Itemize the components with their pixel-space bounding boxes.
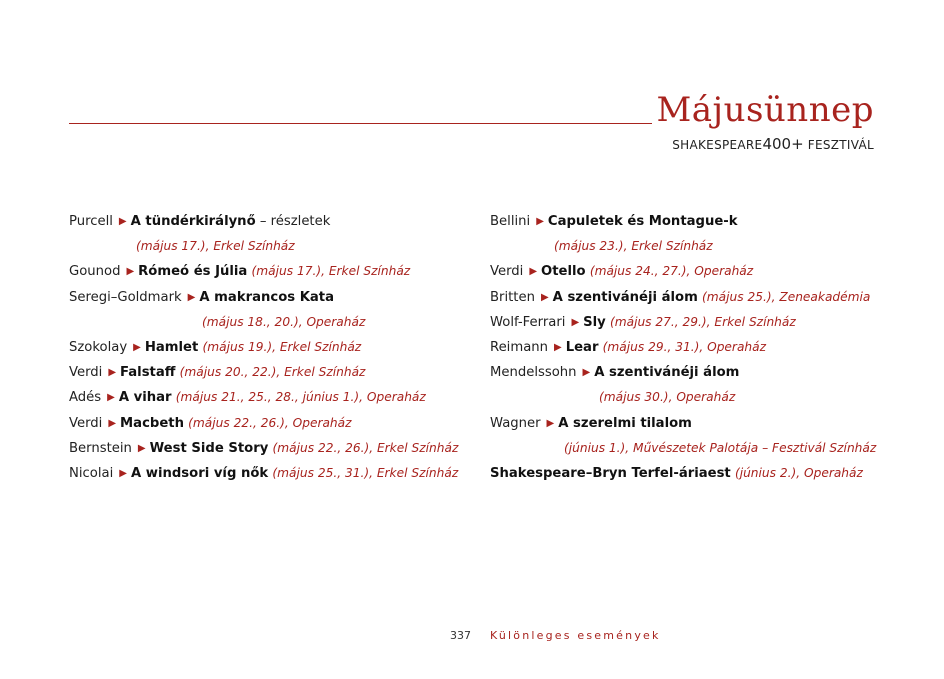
triangle-right-icon: ▶ — [187, 291, 196, 303]
list-item — [69, 385, 474, 410]
performance-info: (május 18., 20.), Operaház — [202, 314, 366, 329]
list-item — [490, 360, 890, 385]
subtitle-pre: SHAKESPEARE — [672, 138, 763, 152]
composer: Mendelssohn — [490, 365, 577, 381]
list-item — [490, 461, 890, 486]
page-title: Májusünnep — [656, 90, 874, 130]
performance-info: (május 29., 31.), Operaház — [602, 339, 766, 354]
triangle-right-icon: ▶ — [529, 266, 538, 278]
performance-info: (május 24., 27.), Operaház — [589, 264, 754, 279]
performance-info: (május 27., 29.), Erkel Színház — [609, 314, 796, 329]
composer: Verdi — [69, 415, 103, 431]
performance-info: (május 20., 22.), Erkel Színház — [179, 365, 366, 380]
work-title: Otello — [541, 264, 586, 280]
composer: Reimann — [490, 339, 548, 355]
performance-info: (május 21., 25., 28., június 1.), Operaház — [175, 390, 426, 405]
triangle-right-icon: ▶ — [582, 367, 591, 379]
work-title: West Side Story — [149, 440, 269, 456]
triangle-right-icon: ▶ — [546, 417, 555, 429]
work-title: A szentivánéji álom — [552, 289, 698, 305]
work-title: Macbeth — [120, 415, 184, 431]
work-title: Sly — [583, 314, 606, 330]
composer: Seregi–Goldmark — [69, 289, 182, 305]
work-title: Shakespeare–Bryn Terfel-áriaest — [490, 465, 731, 481]
triangle-right-icon: ▶ — [536, 216, 544, 227]
work-title: Falstaff — [120, 365, 176, 381]
composer: Verdi — [490, 264, 524, 280]
composer: Britten — [490, 289, 535, 305]
list-item — [69, 360, 474, 385]
list-item — [490, 259, 890, 284]
list-item-detail — [490, 234, 890, 259]
list-item — [69, 461, 474, 486]
triangle-right-icon: ▶ — [137, 442, 146, 454]
performance-info: (május 19.), Erkel Színház — [202, 339, 362, 354]
list-item — [69, 209, 474, 234]
composer: Gounod — [69, 264, 121, 280]
work-suffix: – részletek — [255, 214, 331, 229]
work-title: A makrancos Kata — [199, 289, 335, 305]
list-item — [490, 411, 890, 436]
composer: Wolf-Ferrari — [490, 314, 566, 330]
composer: Szokolay — [69, 339, 128, 355]
triangle-right-icon: ▶ — [554, 341, 562, 353]
performance-info: (május 30.), Operaház — [599, 390, 736, 405]
work-title: Capuletek és Montague-k — [547, 214, 738, 229]
composer: Nicolai — [69, 465, 114, 481]
list-item — [69, 436, 474, 461]
triangle-right-icon: ▶ — [126, 266, 135, 278]
page-subtitle — [672, 136, 874, 153]
triangle-right-icon: ▶ — [571, 316, 580, 328]
work-title: A windsori víg nők — [130, 465, 269, 481]
section-name: Különleges események — [490, 629, 661, 642]
list-item — [490, 285, 890, 310]
work-title: Lear — [565, 339, 599, 355]
performance-info: (május 22., 26.), Operaház — [188, 415, 352, 430]
performance-info: (május 25.), Zeneakadémia — [702, 289, 871, 304]
header-rule — [69, 123, 652, 124]
performance-info: (május 17.), Erkel Színház — [251, 264, 411, 279]
triangle-right-icon: ▶ — [133, 341, 141, 353]
list-item — [69, 259, 474, 284]
list-item-detail — [69, 234, 474, 259]
triangle-right-icon: ▶ — [540, 291, 549, 303]
list-item-detail — [490, 385, 890, 410]
work-title: Hamlet — [144, 339, 199, 355]
subtitle-post: FESZTIVÁL — [807, 138, 874, 152]
work-title: Rómeó és Júlia — [138, 264, 248, 280]
work-title: A vihar — [118, 390, 172, 406]
performance-info: (május 22., 26.), Erkel Színház — [272, 440, 459, 455]
performance-info: (május 17.), Erkel Színház — [136, 239, 295, 254]
page-number: 337 — [450, 629, 471, 642]
list-item-detail — [490, 436, 890, 461]
list-item — [490, 310, 890, 335]
work-title: A szentivánéji álom — [594, 365, 740, 381]
performance-info: (május 23.), Erkel Színház — [554, 239, 713, 254]
list-item — [69, 411, 474, 436]
composer: Bernstein — [69, 440, 132, 456]
list-item — [69, 285, 474, 310]
performance-info: (május 25., 31.), Erkel Színház — [272, 465, 459, 480]
performance-info: (június 1.), Művészetek Palotája – Fesztivál Színház — [564, 440, 877, 455]
triangle-right-icon: ▶ — [107, 392, 115, 404]
subtitle-num: 400+ — [762, 135, 804, 153]
list-item — [490, 335, 890, 360]
composer: Adés — [69, 390, 102, 406]
triangle-right-icon: ▶ — [108, 417, 117, 429]
composer: Bellini — [490, 214, 531, 229]
triangle-right-icon: ▶ — [119, 467, 127, 479]
work-title: A tündérkirálynő — [130, 214, 256, 229]
composer: Purcell — [69, 214, 113, 229]
composer: Wagner — [490, 415, 541, 431]
list-item — [490, 209, 890, 234]
work-title: A szerelmi tilalom — [558, 415, 692, 431]
list-item-detail — [69, 310, 474, 335]
list-item — [69, 335, 474, 360]
left-column — [69, 209, 474, 486]
performance-info: (június 2.), Operaház — [734, 465, 863, 480]
triangle-right-icon: ▶ — [108, 367, 117, 379]
triangle-right-icon: ▶ — [118, 216, 127, 227]
composer: Verdi — [69, 365, 103, 381]
right-column — [490, 209, 890, 486]
